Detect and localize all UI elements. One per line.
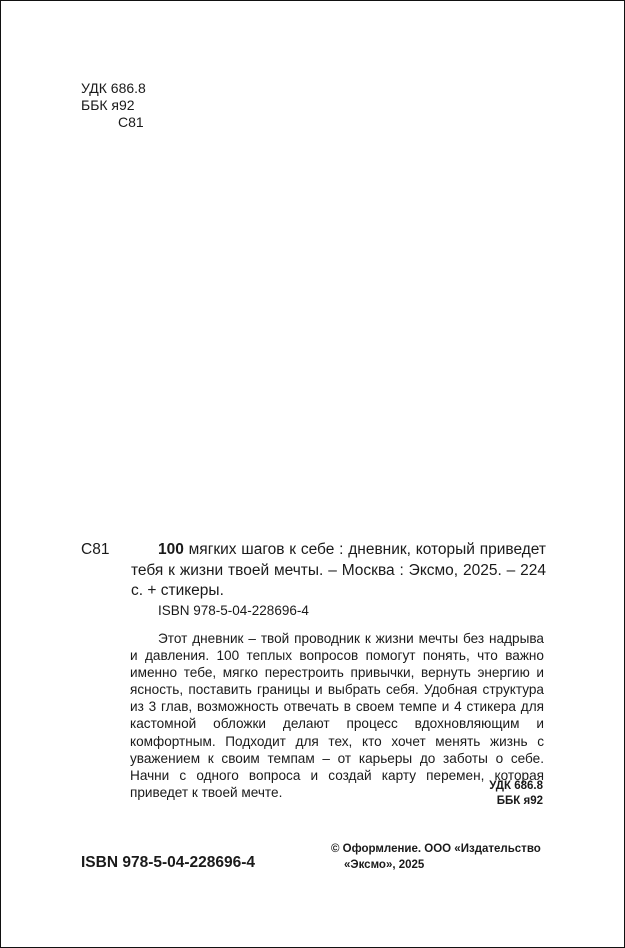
copyright-line-1: © Оформление. ООО «Издательство [331,843,541,855]
bbk-code: ББК я92 [81,97,135,113]
copyright-line-2: «Эксмо», 2025 [344,859,425,871]
entry-cutter-code: С81 [81,541,110,558]
annotation-text: Этот дневник – твой проводник к жизни мечты без надрыва и давления. 100 теплых вопросов помогут понять, что важно именно тебе, мягко перестроить привычки, вернуть энергию и ясность, поставить границы и выбрать себя. Удобная структура из 3 глав, возможность отвечать в своем темпе и 4 стикера для кастомной обложки делают процесс вдохновляющим и комфортным. Подходит для тех, кто хочет менять жизнь с уважением к своим темпам – от карьеры до заботы о себе. Начни с одного вопроса и создай карту перемен, которая приведет к твоей мечте. [130,631,544,800]
bibliographic-entry [131,540,546,602]
copyright-notice [331,841,546,873]
isbn-bold: ISBN 978-5-04-228696-4 [81,854,256,871]
classification-codes [81,80,146,131]
isbn-line: ISBN 978-5-04-228696-4 [158,603,309,618]
bottom-udk-code: УДК 686.8 [489,780,543,792]
udk-code: УДК 686.8 [81,80,146,96]
title-description: мягких шагов к себе : дневник, который приведет тебя к жизни твоей мечты. – Москва : Эксмо, 2025. – 224 с. + стикеры. [131,541,546,599]
title-number: 100 [158,541,184,558]
bottom-classification-codes [431,779,543,808]
bottom-bbk-code: ББК я92 [496,794,543,807]
cutter-code: С81 [118,114,144,130]
